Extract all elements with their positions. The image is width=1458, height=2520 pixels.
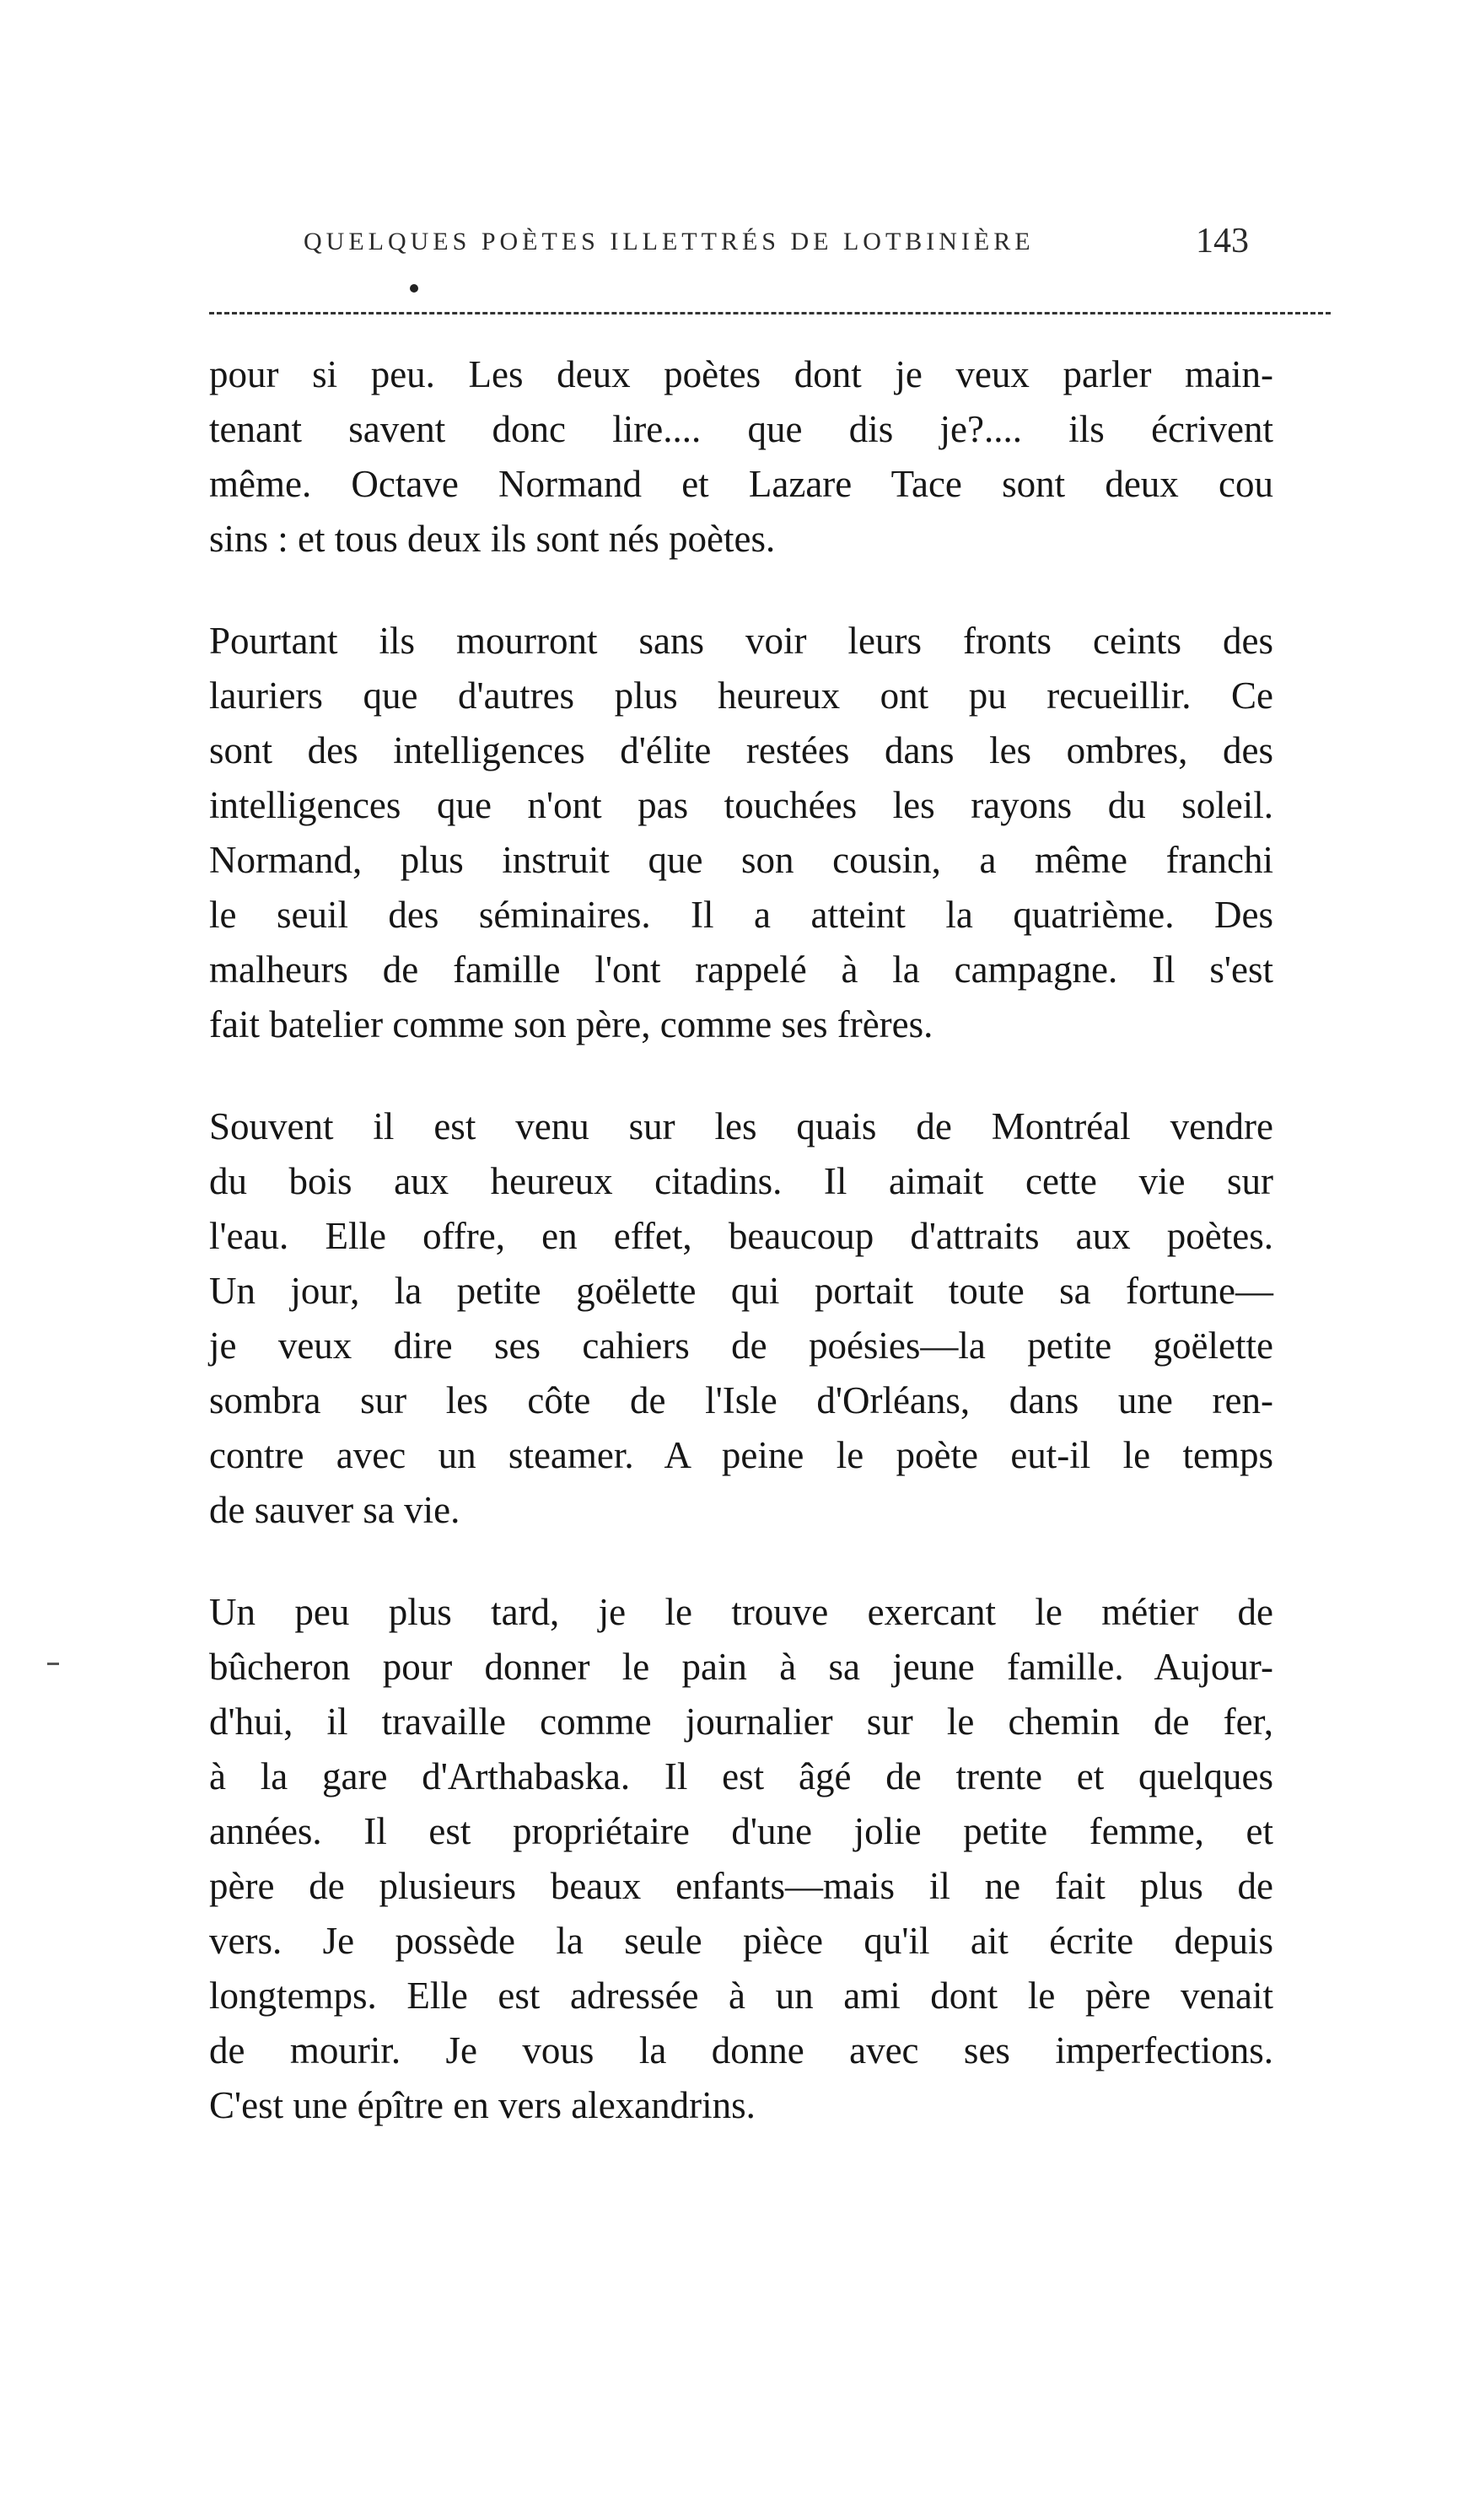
running-head: QUELQUES POÈTES ILLETTRÉS DE LOTBINIÈRE [304,228,1035,255]
paragraph [209,347,1273,567]
text-line: vers. Je possède la seule pièce qu'il ait écrite depuis [209,1920,1273,1962]
text-line: même. Octave Normand et Lazare Tace sont deux cou [209,463,1273,505]
text-line: de sauver sa vie. [209,1489,460,1531]
text-line: C'est une épître en vers alexandrins. [209,2084,756,2126]
header-rule [209,312,1331,314]
margin-mark [47,1663,59,1665]
text-line: sombra sur les côte de l'Isle d'Orléans, dans une ren- [209,1379,1273,1421]
text-line: pour si peu. Les deux poètes dont je veux parler main- [209,353,1273,395]
text-line: je veux dire ses cahiers de poésies—la petite goëlette [209,1324,1273,1367]
text-line: Un peu plus tard, je le trouve exercant le métier de [209,1591,1273,1633]
text-line: longtemps. Elle est adressée à un ami dont le père venait [209,1975,1273,2017]
text-line: le seuil des séminaires. Il a atteint la quatrième. Des [209,894,1273,936]
text-line: sins : et tous deux ils sont nés poètes. [209,518,776,560]
text-line: l'eau. Elle offre, en effet, beaucoup d'attraits aux poètes. [209,1215,1273,1257]
text-line: Souvent il est venu sur les quais de Montréal vendre [209,1105,1273,1147]
text-line: tenant savent donc lire.... que dis je?.... ils écrivent [209,408,1273,450]
text-line: fait batelier comme son père, comme ses frères. [209,1003,933,1045]
text-line: années. Il est propriétaire d'une jolie petite femme, et [209,1810,1273,1852]
text-line: d'hui, il travaille comme journalier sur le chemin de fer, [209,1701,1273,1743]
text-line: Pourtant ils mourront sans voir leurs fronts ceints des [209,620,1273,662]
text-line: Un jour, la petite goëlette qui portait toute sa fortune— [209,1270,1273,1312]
text-line: à la gare d'Arthabaska. Il est âgé de trente et quelques [209,1755,1273,1797]
rule-dot [410,284,418,293]
text-line: lauriers que d'autres plus heureux ont pu recueillir. Ce [209,674,1273,717]
text-line: intelligences que n'ont pas touchées les rayons du soleil. [209,784,1273,826]
text-line: père de plusieurs beaux enfants—mais il ne fait plus de [209,1865,1273,1907]
paragraph [209,614,1273,1052]
text-line: contre avec un steamer. A peine le poète eut-il le temps [209,1434,1273,1476]
paragraph [209,1585,1273,2133]
text-line: sont des intelligences d'élite restées dans les ombres, des [209,729,1273,771]
text-line: bûcheron pour donner le pain à sa jeune famille. Aujour- [209,1646,1273,1688]
paragraph [209,1099,1273,1538]
page-number: 143 [1196,222,1249,261]
text-line: du bois aux heureux citadins. Il aimait cette vie sur [209,1160,1273,1202]
text-line: Normand, plus instruit que son cousin, a même franchi [209,839,1273,881]
text-line: de mourir. Je vous la donne avec ses imperfections. [209,2029,1273,2071]
text-line: malheurs de famille l'ont rappelé à la campagne. Il s'est [209,948,1273,991]
body-text [209,347,1273,2180]
